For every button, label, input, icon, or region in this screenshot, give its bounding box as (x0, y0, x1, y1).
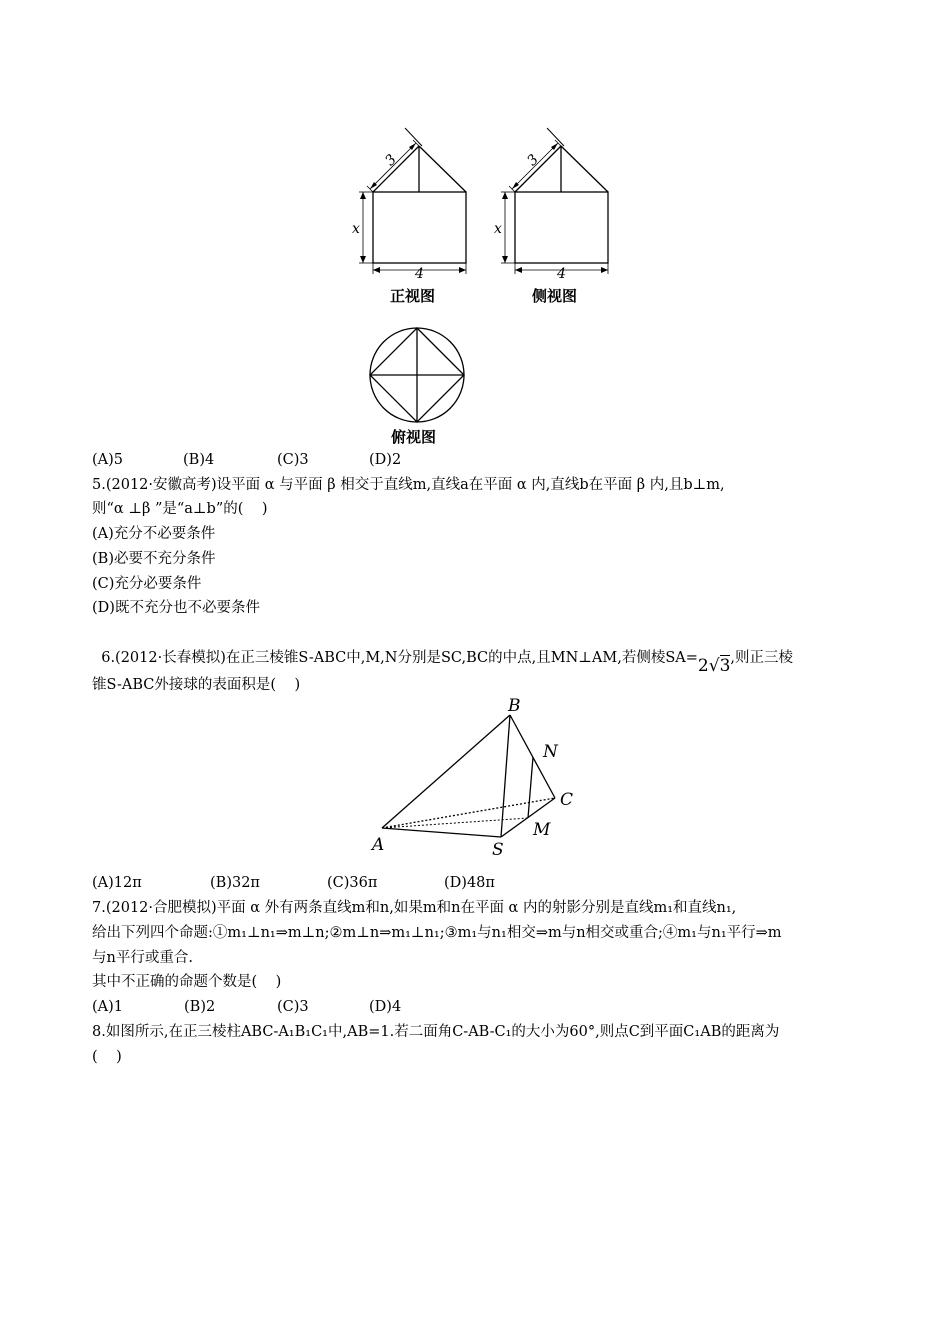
q6-option-d[interactable]: (D)48π (444, 875, 495, 891)
q7-stem-line4: 其中不正确的命题个数是( ) (92, 974, 282, 990)
front-height-label: x (352, 221, 360, 237)
side-height-label: x (494, 221, 502, 237)
q7-option-a[interactable]: (A)1 (92, 999, 124, 1015)
q8-stem-line1: 8.如图所示,在正三棱柱ABC-A₁B₁C₁中,AB=1.若二面角C-AB-C₁的大小为60°,则点C到平面C₁AB的距离为 (92, 1024, 780, 1040)
front-view-caption: 正视图 (390, 287, 436, 305)
front-width-label: 4 (415, 266, 424, 282)
q4-option-d[interactable]: (D)2 (369, 452, 402, 468)
q5-stem-line1: 5.(2012·安徽高考)设平面 α 与平面 β 相交于直线m,直线a在平面 α 内,直线b在平面 β 内,且b⊥m, (92, 477, 725, 493)
q6-option-c[interactable]: (C)36π (327, 875, 378, 891)
q5-option-c[interactable]: (C)充分必要条件 (92, 576, 202, 592)
side-slant-label: 3 (524, 151, 542, 170)
q6-sqrt-radicand: 3 (719, 656, 731, 676)
side-width-label: 4 (557, 266, 566, 282)
q8-stem-line2: ( ) (92, 1049, 122, 1065)
top-view-caption: 俯视图 (391, 428, 437, 446)
front-view-figure (350, 120, 480, 305)
front-slant-label: 3 (382, 151, 400, 170)
q6-sqrt-expression (698, 656, 731, 676)
q7-option-d[interactable]: (D)4 (369, 999, 402, 1015)
q6-label-m: M (533, 820, 551, 840)
q7-option-b[interactable]: (B)2 (184, 999, 216, 1015)
q4-option-b[interactable]: (B)4 (183, 452, 215, 468)
sqrt-icon: √ (708, 656, 720, 676)
q7-option-c[interactable]: (C)3 (277, 999, 309, 1015)
q4-option-a[interactable]: (A)5 (92, 452, 124, 468)
q5-stem-line2: 则“α ⊥β ”是“a⊥b”的( ) (92, 501, 268, 517)
q6-label-a: A (372, 835, 385, 855)
q5-option-b[interactable]: (B)必要不充分条件 (92, 551, 216, 567)
q6-stem-text: 6.(2012·长春模拟)在正三棱锥S-ABC中,M,N分别是SC,BC的中点,且MN⊥AM,若侧棱SA= (101, 650, 698, 666)
side-view-caption: 侧视图 (532, 287, 578, 305)
q6-stem-tail: ,则正三棱 (730, 650, 793, 666)
top-view-figure (360, 320, 480, 450)
q7-stem-line3: 与n平行或重合. (92, 950, 193, 966)
q6-stem-line2: 锥S-ABC外接球的表面积是( ) (92, 677, 301, 693)
q5-option-d[interactable]: (D)既不充分也不必要条件 (92, 600, 260, 616)
q6-stem-line1 (92, 627, 793, 676)
q7-stem-line2: 给出下列四个命题:①m₁⊥n₁⇒m⊥n;②m⊥n⇒m₁⊥n₁;③m₁与n₁相交⇒m与n相交或重合;④m₁与n₁平行⇒m (92, 925, 782, 941)
q7-stem-line1: 7.(2012·合肥模拟)平面 α 外有两条直线m和n,如果m和n在平面 α 内的射影分别是直线m₁和直线n₁, (92, 900, 737, 916)
q6-label-s: S (492, 840, 504, 860)
q5-option-a[interactable]: (A)充分不必要条件 (92, 526, 216, 542)
q6-sqrt-coef: 2 (697, 656, 709, 676)
side-view-figure (492, 120, 622, 305)
q6-label-b: B (508, 696, 521, 716)
q6-option-b[interactable]: (B)32π (210, 875, 260, 891)
q6-pyramid-figure (370, 695, 590, 860)
q6-label-c: C (560, 790, 574, 810)
q6-label-n: N (543, 742, 558, 762)
q4-option-c[interactable]: (C)3 (277, 452, 309, 468)
q6-option-a[interactable]: (A)12π (92, 875, 142, 891)
